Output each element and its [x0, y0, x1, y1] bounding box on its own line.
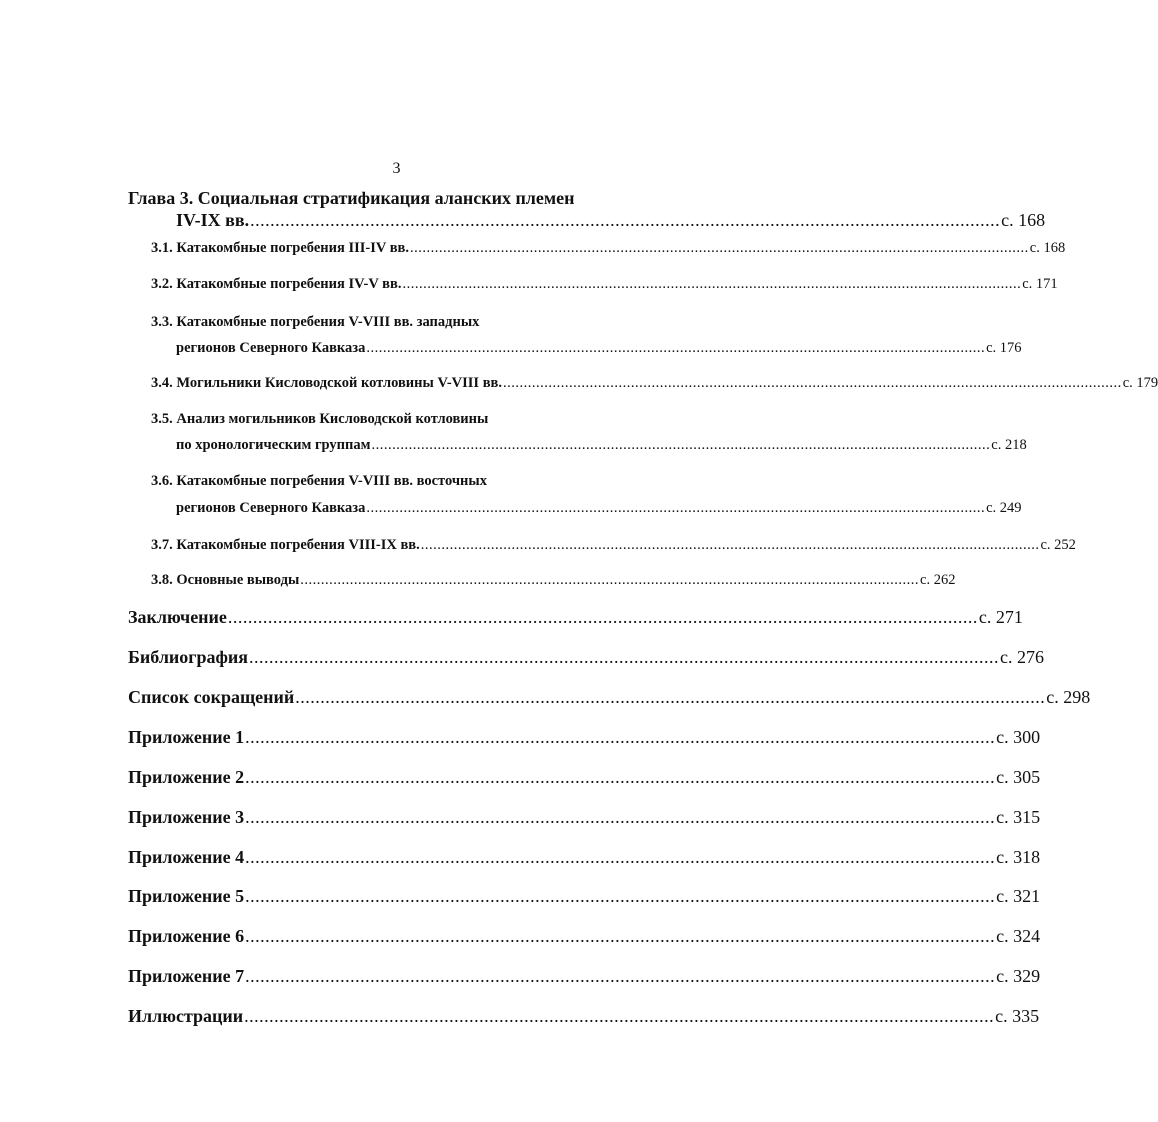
section-title-line1: 3.5. Анализ могильников Кисловодской котловины	[151, 411, 489, 427]
toc-entry-appendix-3[interactable]	[128, 807, 1041, 828]
page-ref: с. 300	[996, 727, 1041, 747]
dot-leader: ......................................................................................................................................................	[245, 727, 996, 747]
chapter-title-continuation: IV-IX вв.	[176, 210, 250, 230]
section-title: 3.8. Основные выводы	[151, 572, 300, 588]
dot-leader: ......................................................................................................................................................	[295, 687, 1046, 707]
toc-entry-abbreviations[interactable]	[128, 687, 1091, 708]
dot-leader: ......................................................................................................................................................	[245, 807, 996, 827]
dot-leader: ......................................................................................................................................................	[402, 276, 1022, 292]
dot-leader: ......................................................................................................................................................	[250, 210, 1001, 230]
page-ref: с. 276	[1000, 647, 1045, 667]
entry-title: Заключение	[128, 607, 227, 627]
toc-entry-3-4[interactable]	[151, 375, 1158, 392]
dot-leader: ......................................................................................................................................................	[249, 647, 1000, 667]
dot-leader: ......................................................................................................................................................	[244, 1006, 995, 1026]
section-title: по хронологическим группам	[176, 437, 371, 453]
section-title: 3.7. Катакомбные погребения VIII-IX вв.	[151, 537, 420, 553]
toc-entry-conclusion[interactable]	[128, 607, 1023, 628]
page-ref: с. 171	[1022, 276, 1058, 292]
page-ref: с. 168	[1029, 240, 1066, 256]
dot-leader: ......................................................................................................................................................	[420, 537, 1040, 553]
page-ref: с. 298	[1046, 687, 1091, 707]
page-ref: с. 329	[996, 966, 1041, 986]
section-title-line1: 3.3. Катакомбные погребения V-VIII вв. западных	[151, 314, 480, 330]
entry-title: Приложение 3	[128, 807, 245, 827]
entry-title: Библиография	[128, 647, 249, 667]
toc-entry-illustrations[interactable]	[128, 1006, 1040, 1027]
entry-title: Приложение 4	[128, 847, 245, 867]
page-ref: с. 324	[996, 926, 1041, 946]
page-ref: с. 315	[996, 807, 1041, 827]
toc-entry-3-3[interactable]	[176, 340, 1022, 357]
page-ref: с. 218	[991, 437, 1027, 453]
section-title-line1: 3.6. Катакомбные погребения V-VIII вв. восточных	[151, 473, 487, 489]
toc-entry-3-6[interactable]	[176, 500, 1022, 517]
toc-entry-3-2[interactable]	[151, 276, 1058, 293]
toc-entry-bibliography[interactable]	[128, 647, 1045, 668]
page-ref: с. 305	[996, 767, 1041, 787]
dot-leader: ......................................................................................................................................................	[245, 886, 996, 906]
dot-leader: ......................................................................................................................................................	[371, 437, 991, 453]
toc-entry-appendix-5[interactable]	[128, 886, 1041, 907]
entry-title: Иллюстрации	[128, 1006, 244, 1026]
entry-title: Список сокращений	[128, 687, 295, 707]
page-ref: с. 321	[996, 886, 1041, 906]
page-ref: с. 252	[1040, 537, 1076, 553]
entry-title: Приложение 2	[128, 767, 245, 787]
toc-entry-3-8[interactable]	[151, 572, 956, 589]
toc-entry-3-1[interactable]	[151, 240, 1066, 257]
page-ref: с. 262	[920, 572, 956, 588]
entry-title: Приложение 1	[128, 727, 245, 747]
dot-leader: ......................................................................................................................................................	[245, 847, 996, 867]
dot-leader: ......................................................................................................................................................	[245, 926, 996, 946]
section-title: 3.4. Могильники Кисловодской котловины V-VIII вв.	[151, 375, 502, 391]
page-number: 3	[392, 160, 401, 177]
toc-entry-appendix-7[interactable]	[128, 966, 1041, 987]
chapter-title: Глава 3. Социальная стратификация аланских племен	[128, 188, 575, 208]
page-ref: с. 179	[1122, 375, 1158, 391]
toc-entry-appendix-6[interactable]	[128, 926, 1041, 947]
section-title: регионов Северного Кавказа	[176, 500, 366, 516]
page-ref: с. 335	[995, 1006, 1040, 1026]
dot-leader: ......................................................................................................................................................	[366, 340, 986, 356]
entry-title: Приложение 7	[128, 966, 245, 986]
toc-entry-appendix-4[interactable]	[128, 847, 1041, 868]
dot-leader: ......................................................................................................................................................	[245, 767, 996, 787]
page-ref: с. 176	[986, 340, 1022, 356]
section-title: 3.1. Катакомбные погребения III-IV вв.	[151, 240, 410, 256]
dot-leader: ......................................................................................................................................................	[366, 500, 986, 516]
dot-leader: ......................................................................................................................................................	[503, 375, 1122, 391]
toc-entry-3-5[interactable]	[176, 437, 1027, 454]
entry-title: Приложение 5	[128, 886, 245, 906]
toc-entry-appendix-1[interactable]	[128, 727, 1041, 748]
toc-entry-appendix-2[interactable]	[128, 767, 1041, 788]
section-title: 3.2. Катакомбные погребения IV-V вв.	[151, 276, 402, 292]
entry-title: Приложение 6	[128, 926, 245, 946]
page-ref: с. 271	[978, 607, 1023, 627]
page-ref: с. 318	[996, 847, 1041, 867]
dot-leader: ......................................................................................................................................................	[227, 607, 978, 627]
dot-leader: ......................................................................................................................................................	[245, 966, 996, 986]
toc-entry-3-7[interactable]	[151, 537, 1076, 554]
page-ref: с. 168	[1001, 210, 1046, 230]
dot-leader: ......................................................................................................................................................	[410, 240, 1029, 256]
section-title: регионов Северного Кавказа	[176, 340, 366, 356]
toc-entry-chapter-3[interactable]	[176, 210, 1046, 231]
dot-leader: ......................................................................................................................................................	[300, 572, 920, 588]
page-ref: с. 249	[986, 500, 1022, 516]
